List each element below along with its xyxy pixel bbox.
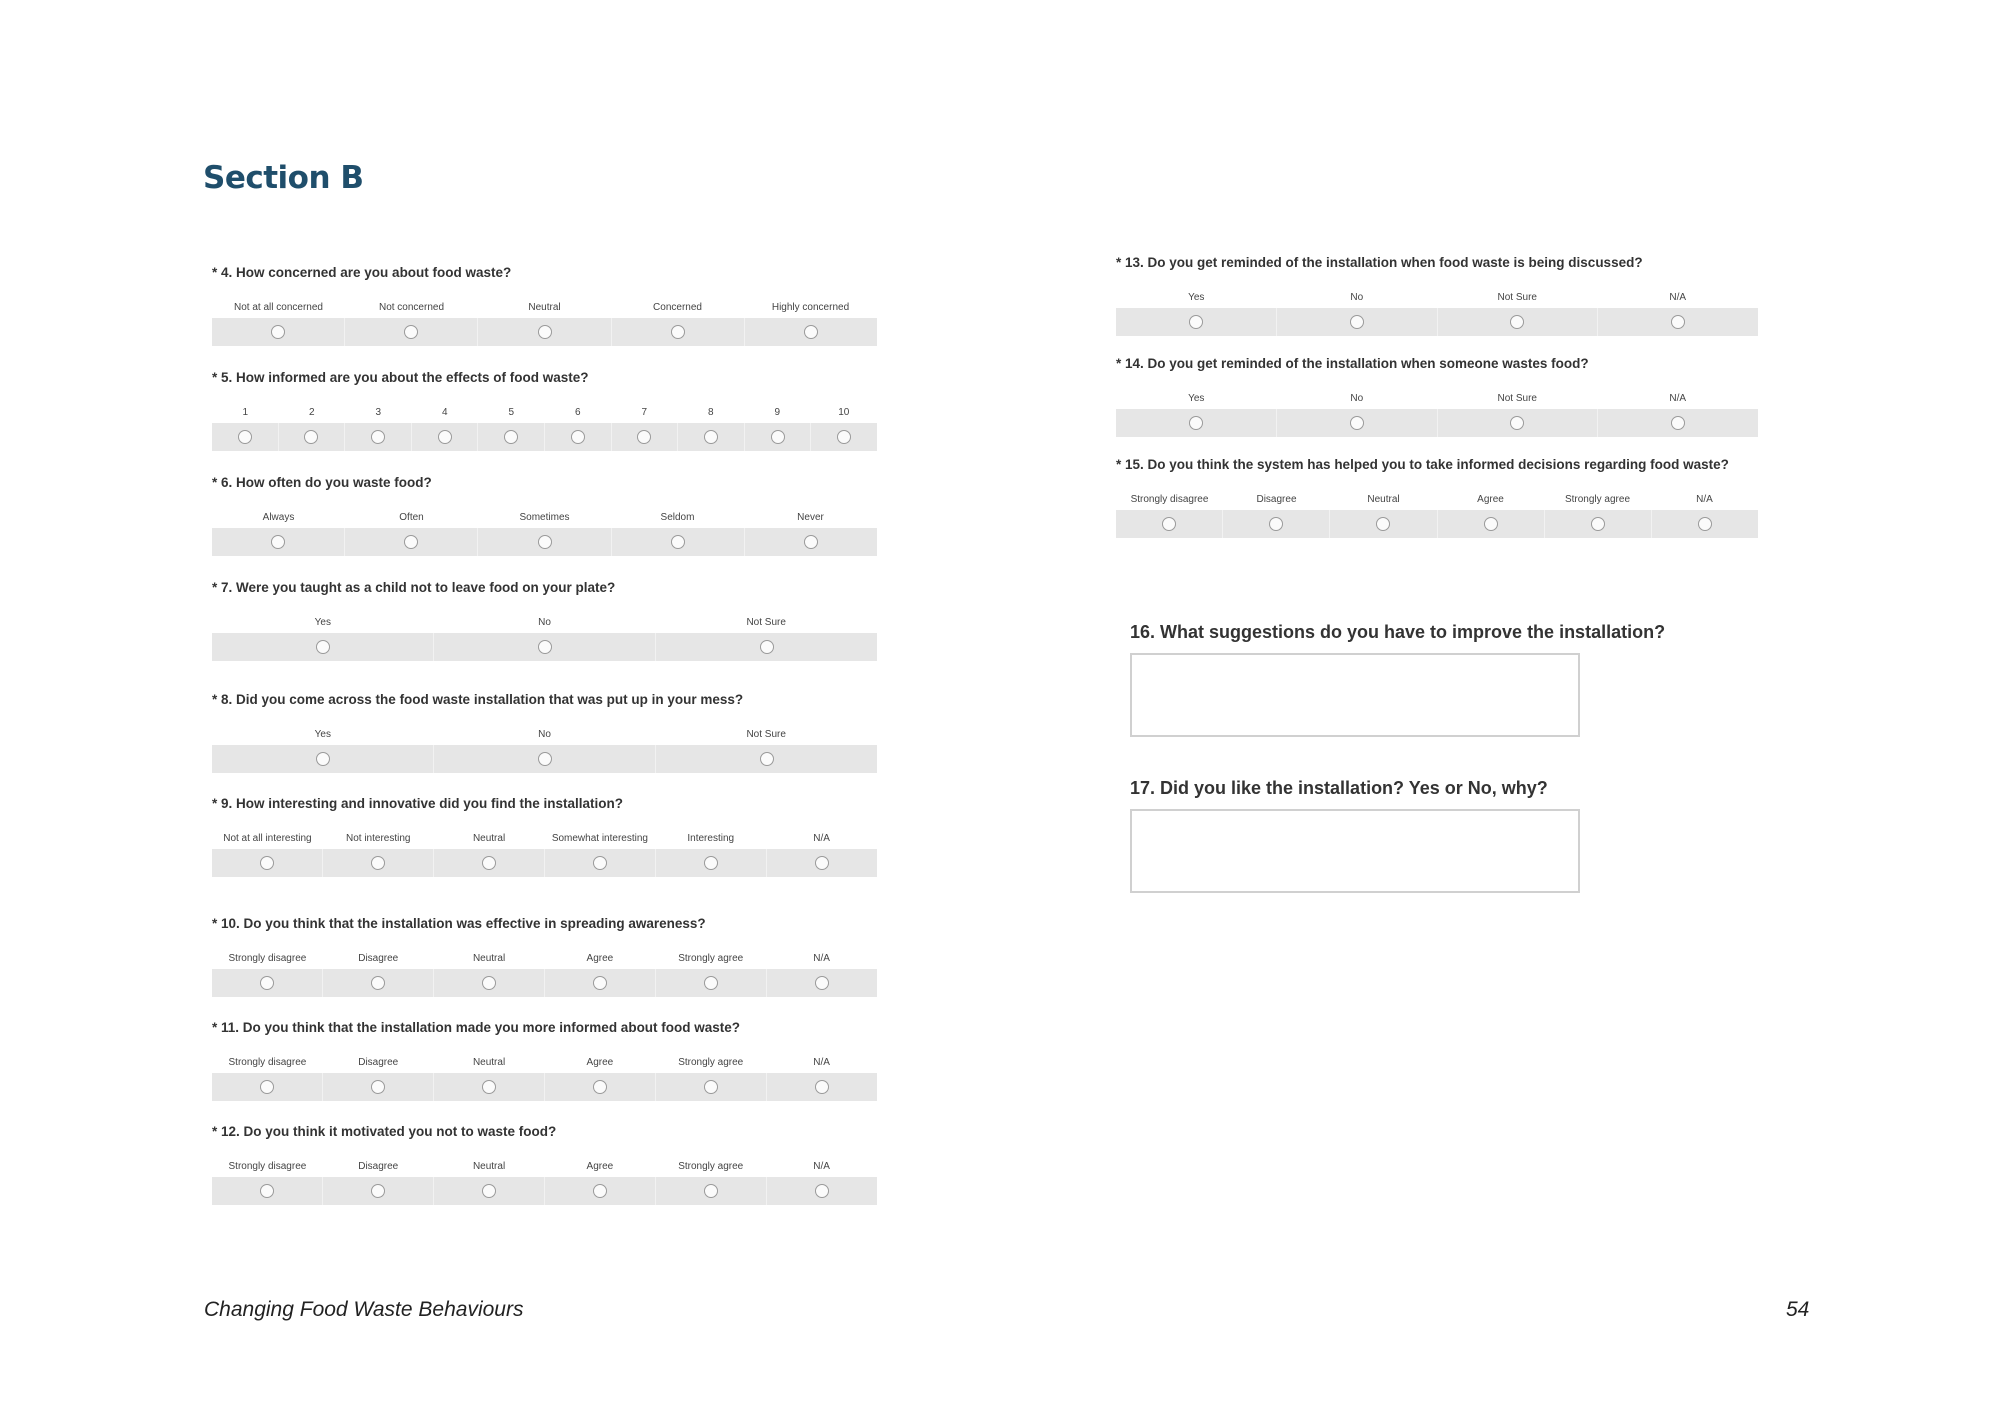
radio-button[interactable] [671, 535, 685, 549]
radio-button[interactable] [671, 325, 685, 339]
open-question-text: 17. Did you like the installation? Yes or No, why? [1130, 778, 1548, 798]
radio-button[interactable] [1350, 315, 1364, 329]
option-label: Not interesting [346, 833, 411, 844]
radio-button[interactable] [1189, 416, 1203, 430]
question-left-1 [212, 265, 877, 346]
radio-button[interactable] [538, 535, 552, 549]
radio-cell [212, 318, 344, 346]
option-label: Strongly disagree [1130, 494, 1209, 505]
option-label: Disagree [358, 1161, 399, 1172]
radio-button[interactable] [1510, 416, 1524, 430]
option-label: Yes [314, 617, 331, 628]
radio-cell [1116, 409, 1276, 437]
question-left-8 [212, 1020, 877, 1101]
radio-button[interactable] [837, 430, 851, 444]
radio-cell [766, 849, 877, 877]
option-labels [212, 393, 877, 419]
option-label: 8 [707, 407, 714, 418]
radio-row [212, 849, 877, 877]
option-labels [212, 603, 877, 629]
radio-cell [433, 1073, 544, 1101]
page-number: 54 [1786, 1298, 1810, 1321]
option-label: Strongly disagree [228, 1057, 307, 1068]
radio-button[interactable] [704, 856, 718, 870]
option-labels [212, 1043, 877, 1069]
option-labels [212, 819, 877, 845]
option-label: Somewhat interesting [551, 833, 648, 844]
option-label: Neutral [472, 953, 506, 964]
radio-cell [744, 318, 877, 346]
option-label: No [538, 729, 551, 740]
option-label: Often [399, 512, 424, 523]
option-labels [212, 939, 877, 965]
radio-button[interactable] [404, 535, 418, 549]
option-label: N/A [813, 1161, 830, 1172]
radio-cell [744, 423, 811, 451]
option-labels [212, 715, 877, 741]
option-label: Not at all interesting [223, 833, 312, 844]
radio-cell [1437, 308, 1598, 336]
radio-cell [655, 969, 766, 997]
option-label: Disagree [358, 1057, 399, 1068]
option-label: Yes [1188, 393, 1205, 404]
radio-cell [655, 745, 877, 773]
answer-textbox[interactable] [1130, 653, 1580, 737]
radio-button[interactable] [304, 430, 318, 444]
option-label: Not Sure [746, 729, 786, 740]
option-label: Strongly agree [1564, 494, 1631, 505]
option-label: Concerned [653, 302, 702, 313]
radio-cell [344, 423, 411, 451]
radio-cell [744, 528, 877, 556]
radio-cell [344, 318, 477, 346]
question-text: * 13. Do you get reminded of the installation when food waste is being discussed? [1116, 255, 1643, 270]
radio-button[interactable] [571, 430, 585, 444]
option-labels [212, 288, 877, 314]
option-label: Not Sure [1497, 393, 1537, 404]
question-right-2 [1116, 356, 1758, 437]
radio-cell [322, 969, 433, 997]
radio-cell [212, 745, 433, 773]
radio-row [212, 745, 877, 773]
open-question-2 [1130, 778, 1580, 893]
radio-cell [766, 1073, 877, 1101]
radio-row [1116, 510, 1758, 538]
radio-cell [322, 849, 433, 877]
radio-button[interactable] [271, 325, 285, 339]
radio-row [1116, 308, 1758, 336]
option-label: N/A [1669, 292, 1687, 303]
question-left-3 [212, 475, 877, 556]
option-label: Neutral [1367, 494, 1400, 505]
radio-button[interactable] [438, 430, 452, 444]
radio-cell [477, 528, 610, 556]
radio-cell [278, 423, 345, 451]
radio-button[interactable] [704, 1184, 718, 1198]
option-label: 4 [441, 407, 448, 418]
option-label: Strongly disagree [228, 953, 307, 964]
radio-button[interactable] [1162, 517, 1176, 531]
option-label: 7 [641, 407, 648, 418]
option-label: Neutral [472, 833, 506, 844]
open-question-1 [1130, 622, 1665, 737]
option-label: Interesting [687, 833, 735, 844]
option-label: No [538, 617, 551, 628]
radio-button[interactable] [482, 1184, 496, 1198]
radio-button[interactable] [815, 856, 829, 870]
option-label: Agree [1477, 494, 1504, 505]
radio-cell [1651, 510, 1758, 538]
radio-button[interactable] [1698, 517, 1712, 531]
option-label: Not Sure [1497, 292, 1537, 303]
option-label: Always [262, 512, 295, 523]
radio-cell [1276, 409, 1437, 437]
option-labels [1116, 379, 1758, 405]
question-text: * 10. Do you think that the installation was effective in spreading awareness? [212, 916, 706, 931]
option-label: Agree [586, 1161, 614, 1172]
option-label: Sometimes [519, 512, 570, 523]
radio-button[interactable] [371, 430, 385, 444]
option-label: 9 [774, 407, 781, 418]
radio-cell [212, 528, 344, 556]
radio-cell [212, 1073, 322, 1101]
radio-button[interactable] [815, 1080, 829, 1094]
radio-button[interactable] [760, 640, 774, 654]
option-label: Disagree [1256, 494, 1297, 505]
option-label: N/A [1696, 494, 1713, 505]
question-text: * 9. How interesting and innovative did you find the installation? [212, 796, 624, 811]
radio-cell [1437, 409, 1598, 437]
radio-cell [655, 633, 877, 661]
radio-cell [477, 318, 610, 346]
radio-row [212, 633, 877, 661]
radio-button[interactable] [371, 1080, 385, 1094]
radio-row [1116, 409, 1758, 437]
radio-cell [611, 318, 744, 346]
option-label: Not concerned [378, 302, 445, 313]
radio-cell [810, 423, 877, 451]
question-left-4 [212, 580, 877, 661]
radio-button[interactable] [1189, 315, 1203, 329]
radio-button[interactable] [760, 752, 774, 766]
question-text: * 5. How informed are you about the effects of food waste? [212, 370, 589, 385]
radio-button[interactable] [504, 430, 518, 444]
option-label: N/A [813, 953, 830, 964]
option-label: Seldom [660, 512, 695, 523]
radio-row [212, 1073, 877, 1101]
question-text: * 7. Were you taught as a child not to leave food on your plate? [212, 580, 616, 595]
question-left-5 [212, 692, 877, 773]
radio-button[interactable] [593, 1080, 607, 1094]
radio-button[interactable] [260, 976, 274, 990]
option-label: 2 [308, 407, 315, 418]
radio-button[interactable] [260, 1080, 274, 1094]
radio-cell [212, 423, 278, 451]
radio-button[interactable] [482, 1080, 496, 1094]
radio-cell [433, 969, 544, 997]
radio-cell [655, 849, 766, 877]
radio-cell [411, 423, 478, 451]
radio-button[interactable] [704, 430, 718, 444]
section-title: Section B [203, 160, 364, 196]
radio-cell [212, 849, 322, 877]
radio-cell [766, 969, 877, 997]
option-label: 5 [508, 407, 515, 418]
radio-cell [322, 1073, 433, 1101]
radio-button[interactable] [593, 856, 607, 870]
option-label: No [1350, 393, 1364, 404]
question-left-9 [212, 1124, 877, 1205]
radio-cell [655, 1177, 766, 1205]
radio-row [212, 1177, 877, 1205]
option-label: Neutral [528, 302, 561, 313]
radio-cell [611, 423, 678, 451]
radio-cell [433, 849, 544, 877]
radio-button[interactable] [238, 430, 252, 444]
radio-cell [477, 423, 544, 451]
radio-cell [1544, 510, 1651, 538]
radio-button[interactable] [1510, 315, 1524, 329]
option-label: Highly concerned [771, 302, 850, 313]
radio-button[interactable] [804, 325, 818, 339]
radio-cell [1116, 510, 1222, 538]
open-question-text: 16. What suggestions do you have to improve the installation? [1130, 622, 1666, 642]
radio-row [212, 423, 877, 451]
radio-cell [655, 1073, 766, 1101]
radio-button[interactable] [637, 430, 651, 444]
radio-cell [1329, 510, 1436, 538]
option-label: N/A [813, 1057, 830, 1068]
radio-cell [544, 849, 655, 877]
question-text: * 4. How concerned are you about food waste? [212, 265, 512, 280]
option-label: 10 [838, 407, 850, 418]
radio-button[interactable] [404, 325, 418, 339]
option-label: Agree [586, 1057, 614, 1068]
radio-button[interactable] [815, 1184, 829, 1198]
radio-button[interactable] [482, 856, 496, 870]
option-label: Strongly agree [678, 1161, 744, 1172]
option-label: Strongly agree [678, 1057, 744, 1068]
question-text: * 8. Did you come across the food waste installation that was put up in your mess? [212, 692, 744, 707]
radio-cell [1597, 409, 1758, 437]
radio-cell [1222, 510, 1329, 538]
radio-button[interactable] [316, 752, 330, 766]
radio-button[interactable] [260, 1184, 274, 1198]
radio-button[interactable] [593, 976, 607, 990]
question-right-3 [1116, 457, 1758, 538]
radio-button[interactable] [1671, 315, 1685, 329]
radio-button[interactable] [371, 856, 385, 870]
option-label: No [1350, 292, 1364, 303]
radio-button[interactable] [704, 1080, 718, 1094]
option-label: Yes [1188, 292, 1205, 303]
question-text: * 15. Do you think the system has helped you to take informed decisions regarding food waste? [1116, 457, 1729, 472]
radio-cell [611, 528, 744, 556]
radio-button[interactable] [815, 976, 829, 990]
answer-textbox[interactable] [1130, 809, 1580, 893]
radio-row [212, 969, 877, 997]
question-text: * 12. Do you think it motivated you not to waste food? [212, 1124, 557, 1139]
radio-button[interactable] [371, 1184, 385, 1198]
option-label: Neutral [472, 1161, 506, 1172]
option-label: 3 [375, 407, 382, 418]
radio-button[interactable] [1591, 517, 1605, 531]
radio-button[interactable] [260, 856, 274, 870]
radio-cell [433, 745, 655, 773]
radio-cell [544, 423, 611, 451]
question-left-6 [212, 796, 877, 877]
radio-cell [212, 969, 322, 997]
option-label: Neutral [472, 1057, 506, 1068]
radio-cell [433, 1177, 544, 1205]
radio-button[interactable] [704, 976, 718, 990]
radio-cell [1276, 308, 1437, 336]
radio-button[interactable] [371, 976, 385, 990]
radio-button[interactable] [1350, 416, 1364, 430]
radio-button[interactable] [804, 535, 818, 549]
radio-button[interactable] [1484, 517, 1498, 531]
radio-button[interactable] [771, 430, 785, 444]
option-label: Never [797, 512, 824, 523]
radio-button[interactable] [538, 325, 552, 339]
radio-button[interactable] [316, 640, 330, 654]
radio-button[interactable] [538, 752, 552, 766]
option-label: 6 [574, 407, 581, 418]
option-label: Disagree [358, 953, 399, 964]
radio-cell [212, 1177, 322, 1205]
radio-cell [544, 1177, 655, 1205]
radio-cell [1116, 308, 1276, 336]
radio-button[interactable] [482, 976, 496, 990]
footer-title: Changing Food Waste Behaviours [204, 1298, 524, 1321]
radio-button[interactable] [1671, 416, 1685, 430]
option-labels [1116, 480, 1758, 506]
option-label: Strongly disagree [228, 1161, 307, 1172]
radio-button[interactable] [271, 535, 285, 549]
option-labels [212, 498, 877, 524]
option-label: Strongly agree [678, 953, 744, 964]
radio-cell [766, 1177, 877, 1205]
radio-button[interactable] [593, 1184, 607, 1198]
option-label: Not at all concerned [234, 302, 323, 313]
radio-cell [322, 1177, 433, 1205]
radio-row [212, 318, 877, 346]
radio-button[interactable] [538, 640, 552, 654]
radio-cell [1437, 510, 1544, 538]
option-label: Agree [586, 953, 614, 964]
radio-button[interactable] [1269, 517, 1283, 531]
radio-cell [344, 528, 477, 556]
radio-row [212, 528, 877, 556]
option-label: Not Sure [746, 617, 786, 628]
option-labels [212, 1147, 877, 1173]
question-left-7 [212, 916, 877, 997]
radio-cell [433, 633, 655, 661]
radio-cell [1597, 308, 1758, 336]
radio-cell [677, 423, 744, 451]
radio-cell [544, 969, 655, 997]
question-text: * 6. How often do you waste food? [212, 475, 432, 490]
option-labels [1116, 278, 1758, 304]
radio-cell [212, 633, 433, 661]
question-right-1 [1116, 255, 1758, 336]
question-text: * 14. Do you get reminded of the installation when someone wastes food? [1116, 356, 1589, 371]
option-label: 1 [242, 407, 249, 418]
radio-button[interactable] [1376, 517, 1390, 531]
radio-cell [544, 1073, 655, 1101]
question-text: * 11. Do you think that the installation made you more informed about food waste? [212, 1020, 741, 1035]
option-label: N/A [813, 833, 830, 844]
option-label: Yes [314, 729, 331, 740]
option-label: N/A [1669, 393, 1687, 404]
question-left-2 [212, 370, 877, 451]
